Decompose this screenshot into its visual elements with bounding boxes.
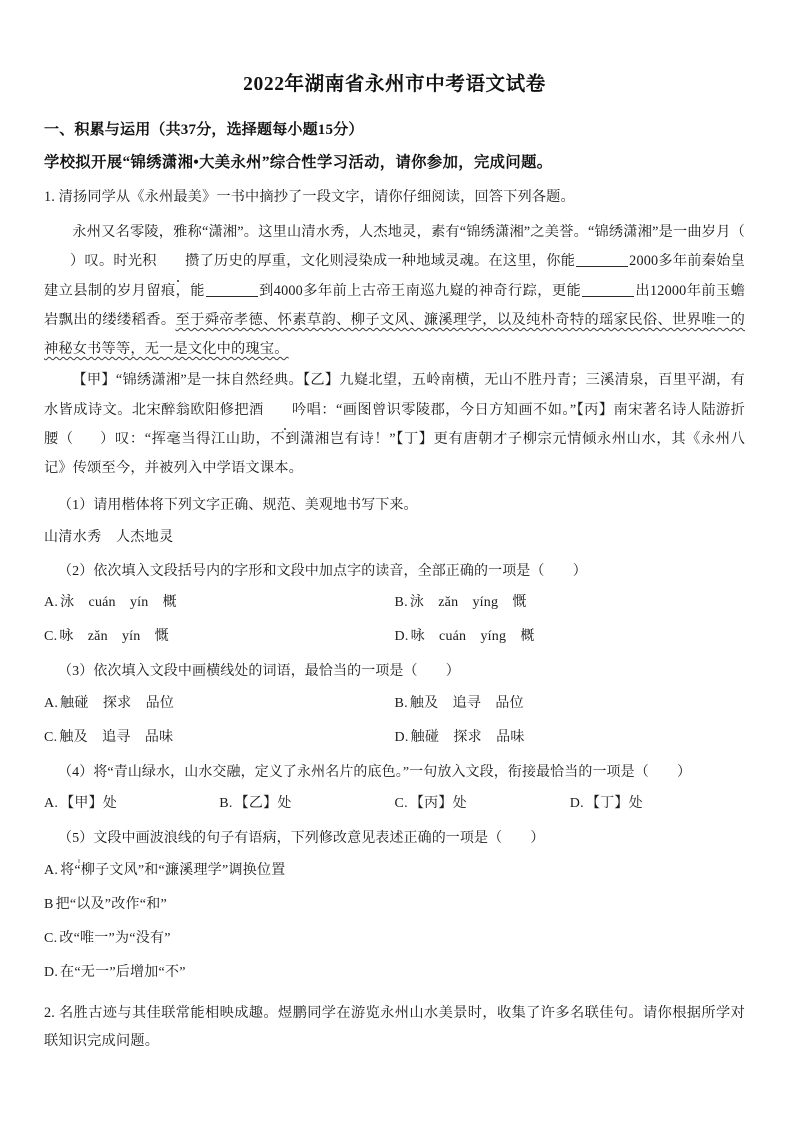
option-row xyxy=(44,860,745,881)
emphasis-dot-char-2: 吟 xyxy=(264,396,307,425)
page-title: 2022年湖南省永州市中考语文试卷 xyxy=(243,74,546,95)
option-d-label: D. xyxy=(394,729,409,745)
passage-text-c: 了历史的厚重，文化则浸染成一种地域灵魂。在这里，你能 xyxy=(199,253,576,270)
option-c-label: C. xyxy=(394,796,408,812)
sub-question-1-number: （1） xyxy=(58,498,94,514)
option-row xyxy=(44,894,745,915)
option-c-text: 咏 zǎn yín 慨 xyxy=(59,629,169,645)
option-b[interactable] xyxy=(219,793,394,814)
option-a-label: A. xyxy=(44,595,59,611)
option-b[interactable] xyxy=(395,592,746,613)
wavy-underlined-sentence: 至于舜帝孝德、怀素草韵、柳子文风、濂溪理学，以及纯朴奇特的瑶家民俗、世界唯一的神秘女书等等，无一是文化中的瑰宝。 xyxy=(44,311,745,357)
handwriting-sample-line: 山清水秀 人杰地灵 xyxy=(44,529,174,545)
option-b-text: 把“以及”改作“和” xyxy=(55,896,167,912)
option-d-text: 在“无一”后增加“不” xyxy=(60,964,186,980)
sub-question-2-number: （2） xyxy=(58,564,94,580)
option-row xyxy=(44,928,745,949)
option-c-label: C. xyxy=(44,629,58,645)
option-a-text: 将“柳子文风”和“濂溪理学”调换位置 xyxy=(60,862,286,878)
passage-paragraph-1 xyxy=(44,218,745,364)
option-c-label: C. xyxy=(44,729,58,745)
passage-text-d: 2000多年前秦始皇建立县制的岁月留痕，能 xyxy=(44,253,746,299)
sub-question-3-number: （3） xyxy=(58,664,94,680)
option-d[interactable] xyxy=(395,626,746,647)
option-c[interactable] xyxy=(395,793,570,814)
section-heading: 一、积累与运用（共37分，选择题每小题15分） xyxy=(44,122,364,138)
option-row xyxy=(44,693,745,714)
passage2-text-a: 【甲】“锦绣潇湘”是一抹自然经典。【乙】九嶷北望，五岭南横，无山不胜丹青；三溪清泉，百里平湖，有水皆成诗文。北宋醉翁欧阳修把酒 xyxy=(44,372,745,418)
option-c-text: 【丙】处 xyxy=(409,796,467,812)
option-a[interactable] xyxy=(44,693,395,714)
option-a[interactable] xyxy=(44,793,219,814)
option-c-label: C. xyxy=(44,930,58,946)
passage-paragraph-2 xyxy=(44,366,745,483)
option-a-label: A. xyxy=(44,862,59,878)
option-d[interactable] xyxy=(395,727,746,748)
option-row xyxy=(44,793,745,814)
option-c[interactable] xyxy=(44,626,395,647)
option-d-text: 【丁】处 xyxy=(585,796,643,812)
sub-question-2-text: 依次填入文段括号内的字形和文段中加点字的读音，全部正确的一项是（ ） xyxy=(93,564,587,580)
option-c[interactable] xyxy=(44,727,395,748)
passage2-text-c: ）叹：“挥毫当得江山助，不到潇湘岂有诗！”【丁】更有唐朝才子柳宗元情倾永州山水，其《永州八记》传颂至今，并被列入中学语文课本。 xyxy=(44,430,745,476)
fill-blank-1 xyxy=(576,266,628,267)
sub-question-4-text: 将“青山绿水，山水交融，定义了永州名片的底色。”一句放入文段，衔接最恰当的一项是（ ） xyxy=(93,764,692,780)
passage-text-e: 到4000多年前上古帝王南巡九嶷的神奇行踪，更能 xyxy=(258,282,582,299)
option-b-label: B. xyxy=(219,796,233,812)
sub-question-3-text: 依次填入文段中画横线处的词语，最恰当的一项是（ ） xyxy=(93,664,460,680)
emphasis-dot-char-1: 攒 xyxy=(157,247,200,276)
option-d-text: 咏 cuán yíng 概 xyxy=(410,629,535,645)
option-d[interactable] xyxy=(570,793,745,814)
scan-artifact xyxy=(78,859,80,863)
option-a[interactable] xyxy=(44,592,395,613)
option-b[interactable] xyxy=(44,894,745,915)
sub-question-4 xyxy=(44,762,745,784)
option-a-text: 触碰 探求 品位 xyxy=(60,695,175,711)
option-row xyxy=(44,626,745,647)
sub-question-2 xyxy=(44,561,745,583)
option-b-label: B xyxy=(44,896,54,912)
sub-question-4-number: （4） xyxy=(58,764,94,780)
option-b-text: 泳 zǎn yíng 慨 xyxy=(409,595,527,611)
fill-blank-2 xyxy=(206,296,258,297)
sub-question-1 xyxy=(44,495,745,517)
passage-text-b: ）叹。时光积 xyxy=(70,253,157,270)
option-c[interactable] xyxy=(44,928,745,949)
option-d-label: D. xyxy=(394,629,409,645)
fill-blank-3 xyxy=(582,296,634,297)
option-b-label: B. xyxy=(394,695,408,711)
option-a-label: A. xyxy=(44,796,59,812)
option-b-label: B. xyxy=(394,595,408,611)
option-a[interactable] xyxy=(44,860,745,881)
sub-question-3 xyxy=(44,661,745,683)
option-c-text: 改“唯一”为“没有” xyxy=(59,930,171,946)
option-row xyxy=(44,727,745,748)
option-b-text: 【乙】处 xyxy=(234,796,292,812)
option-d[interactable] xyxy=(44,962,745,983)
option-row xyxy=(44,962,745,983)
activity-prompt: 学校拟开展“锦绣潇湘•大美永州”综合性学习活动，请你参加，完成问题。 xyxy=(44,154,553,171)
passage2-text-b: 唱：“画图曾识零陵郡，今日方知画不如。”【丙】南宋著名诗人陆游折腰（ xyxy=(44,401,745,447)
option-d-text: 触碰 探求 品味 xyxy=(410,729,525,745)
sub-question-5 xyxy=(44,828,745,850)
option-b[interactable] xyxy=(395,693,746,714)
option-a-label: A. xyxy=(44,695,59,711)
passage-text-a: 永州又名零陵，雅称“潇湘”。这里山清水秀，人杰地灵，素有“锦绣潇湘”之美誉。“锦绣潇湘”是一曲岁月（ xyxy=(72,224,745,240)
sub-question-5-text: 文段中画波浪线的句子有语病，下列修改意见表述正确的一项是（ ） xyxy=(93,831,545,847)
option-a-text: 泳 cuán yín 概 xyxy=(60,595,177,611)
question-2-stem: 2. 名胜古迹与其佳联常能相映成趣。煜鹏同学在游览永州山水美景时，收集了许多名联佳句。请你根据所学对联知识完成问题。 xyxy=(44,1004,745,1049)
option-row xyxy=(44,592,745,613)
option-b-text: 触及 追寻 品位 xyxy=(409,695,524,711)
passage-text-f: 出12000年前玉蟾岩飘出的缕缕稻香。 xyxy=(44,282,745,328)
option-d-label: D. xyxy=(44,964,59,980)
question-1-stem: 1. 清扬同学从《永州最美》一书中摘抄了一段文字，请你仔细阅读，回答下列各题。 xyxy=(44,189,575,205)
sub-question-5-number: （5） xyxy=(58,831,94,847)
sub-question-1-text: 请用楷体将下列文字正确、规范、美观地书写下来。 xyxy=(93,498,418,514)
option-d-label: D. xyxy=(569,796,584,812)
option-c-text: 触及 追寻 品味 xyxy=(59,729,174,745)
option-a-text: 【甲】处 xyxy=(60,796,118,812)
